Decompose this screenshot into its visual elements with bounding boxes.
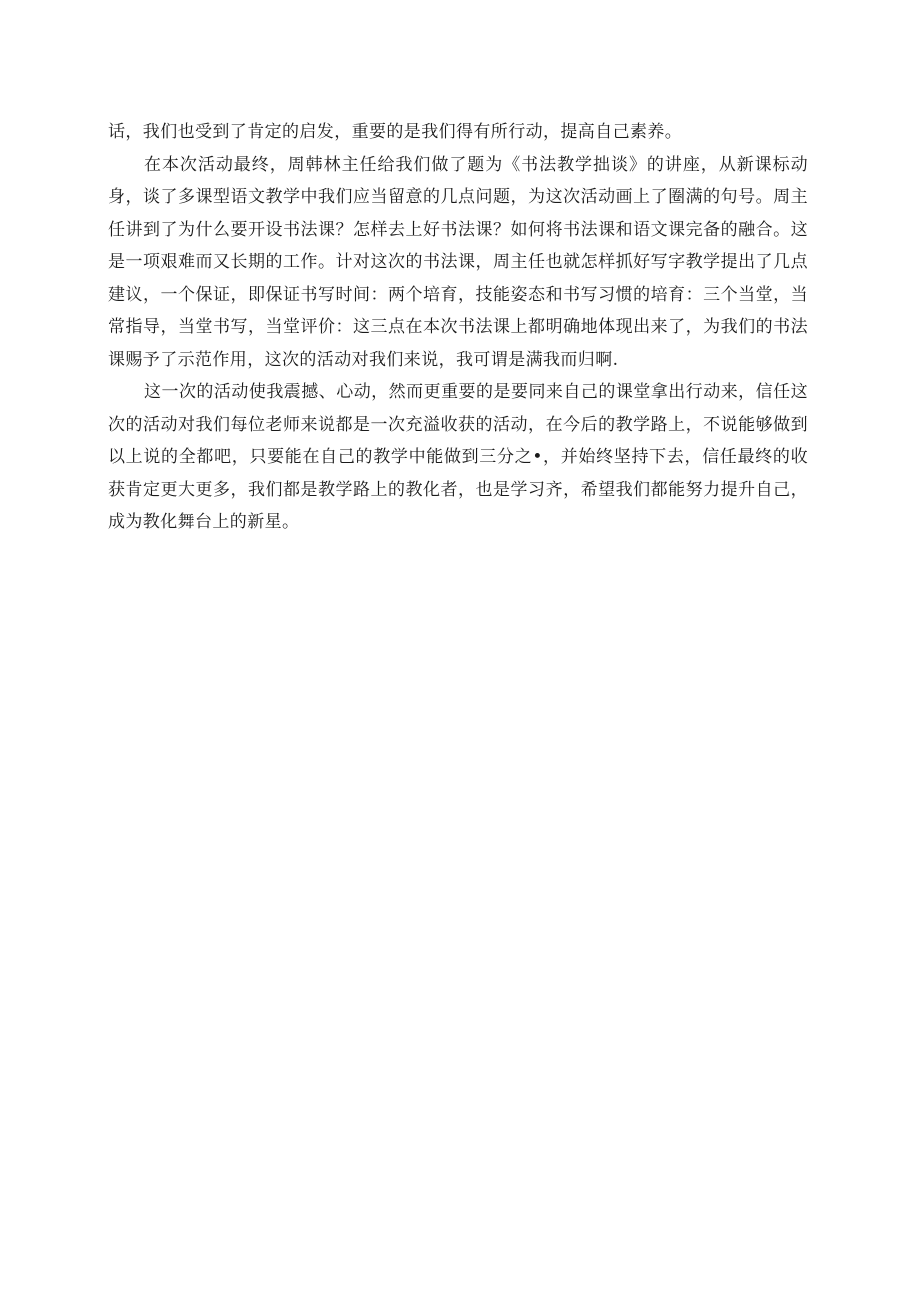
paragraph-reflection: 这一次的活动使我震撼、心动，然而更重要的是要同来自己的课堂拿出行动来，信任这次的活动对我们每位老师来说都是一次充溢收获的活动，在今后的教学路上，不说能够做到以上说的全都吧，只要能在自己的教学中能做到三分之•，并始终坚持下去，信任最终的收获肯定更大更多，我们都是教学路上的教化者，也是学习齐，希望我们都能努力提升自己，成为教化舞台上的新星。 xyxy=(108,382,808,532)
paragraph-lecture: 在本次活动最终，周韩林主任给我们做了题为《书法教学拙谈》的讲座，从新课标动身，谈了多课型语文教学中我们应当留意的几点问题，为这次活动画上了圈满的句号。周主任讲到了为什么要开设书法课？怎样去上好书法课？如何将书法课和语文课完备的融合。这是一项艰难而又长期的工作。计对这次的书法课，周主任也就怎样抓好写字教学提出了几点建议，一个保证，即保证书写时间：两个培育，技能姿态和书写习惯的培育：三个当堂，当常指导，当堂书写，当堂评价：这三点在本次书法课上都明确地体现出来了，为我们的书法课赐予了示范作用，这次的活动对我们来说，我可谓是满我而归啊. xyxy=(108,154,808,370)
document-page xyxy=(108,116,808,539)
paragraph-continuation: 话，我们也受到了肯定的启发，重要的是我们得有所行动，提高自己素养。 xyxy=(108,122,683,142)
